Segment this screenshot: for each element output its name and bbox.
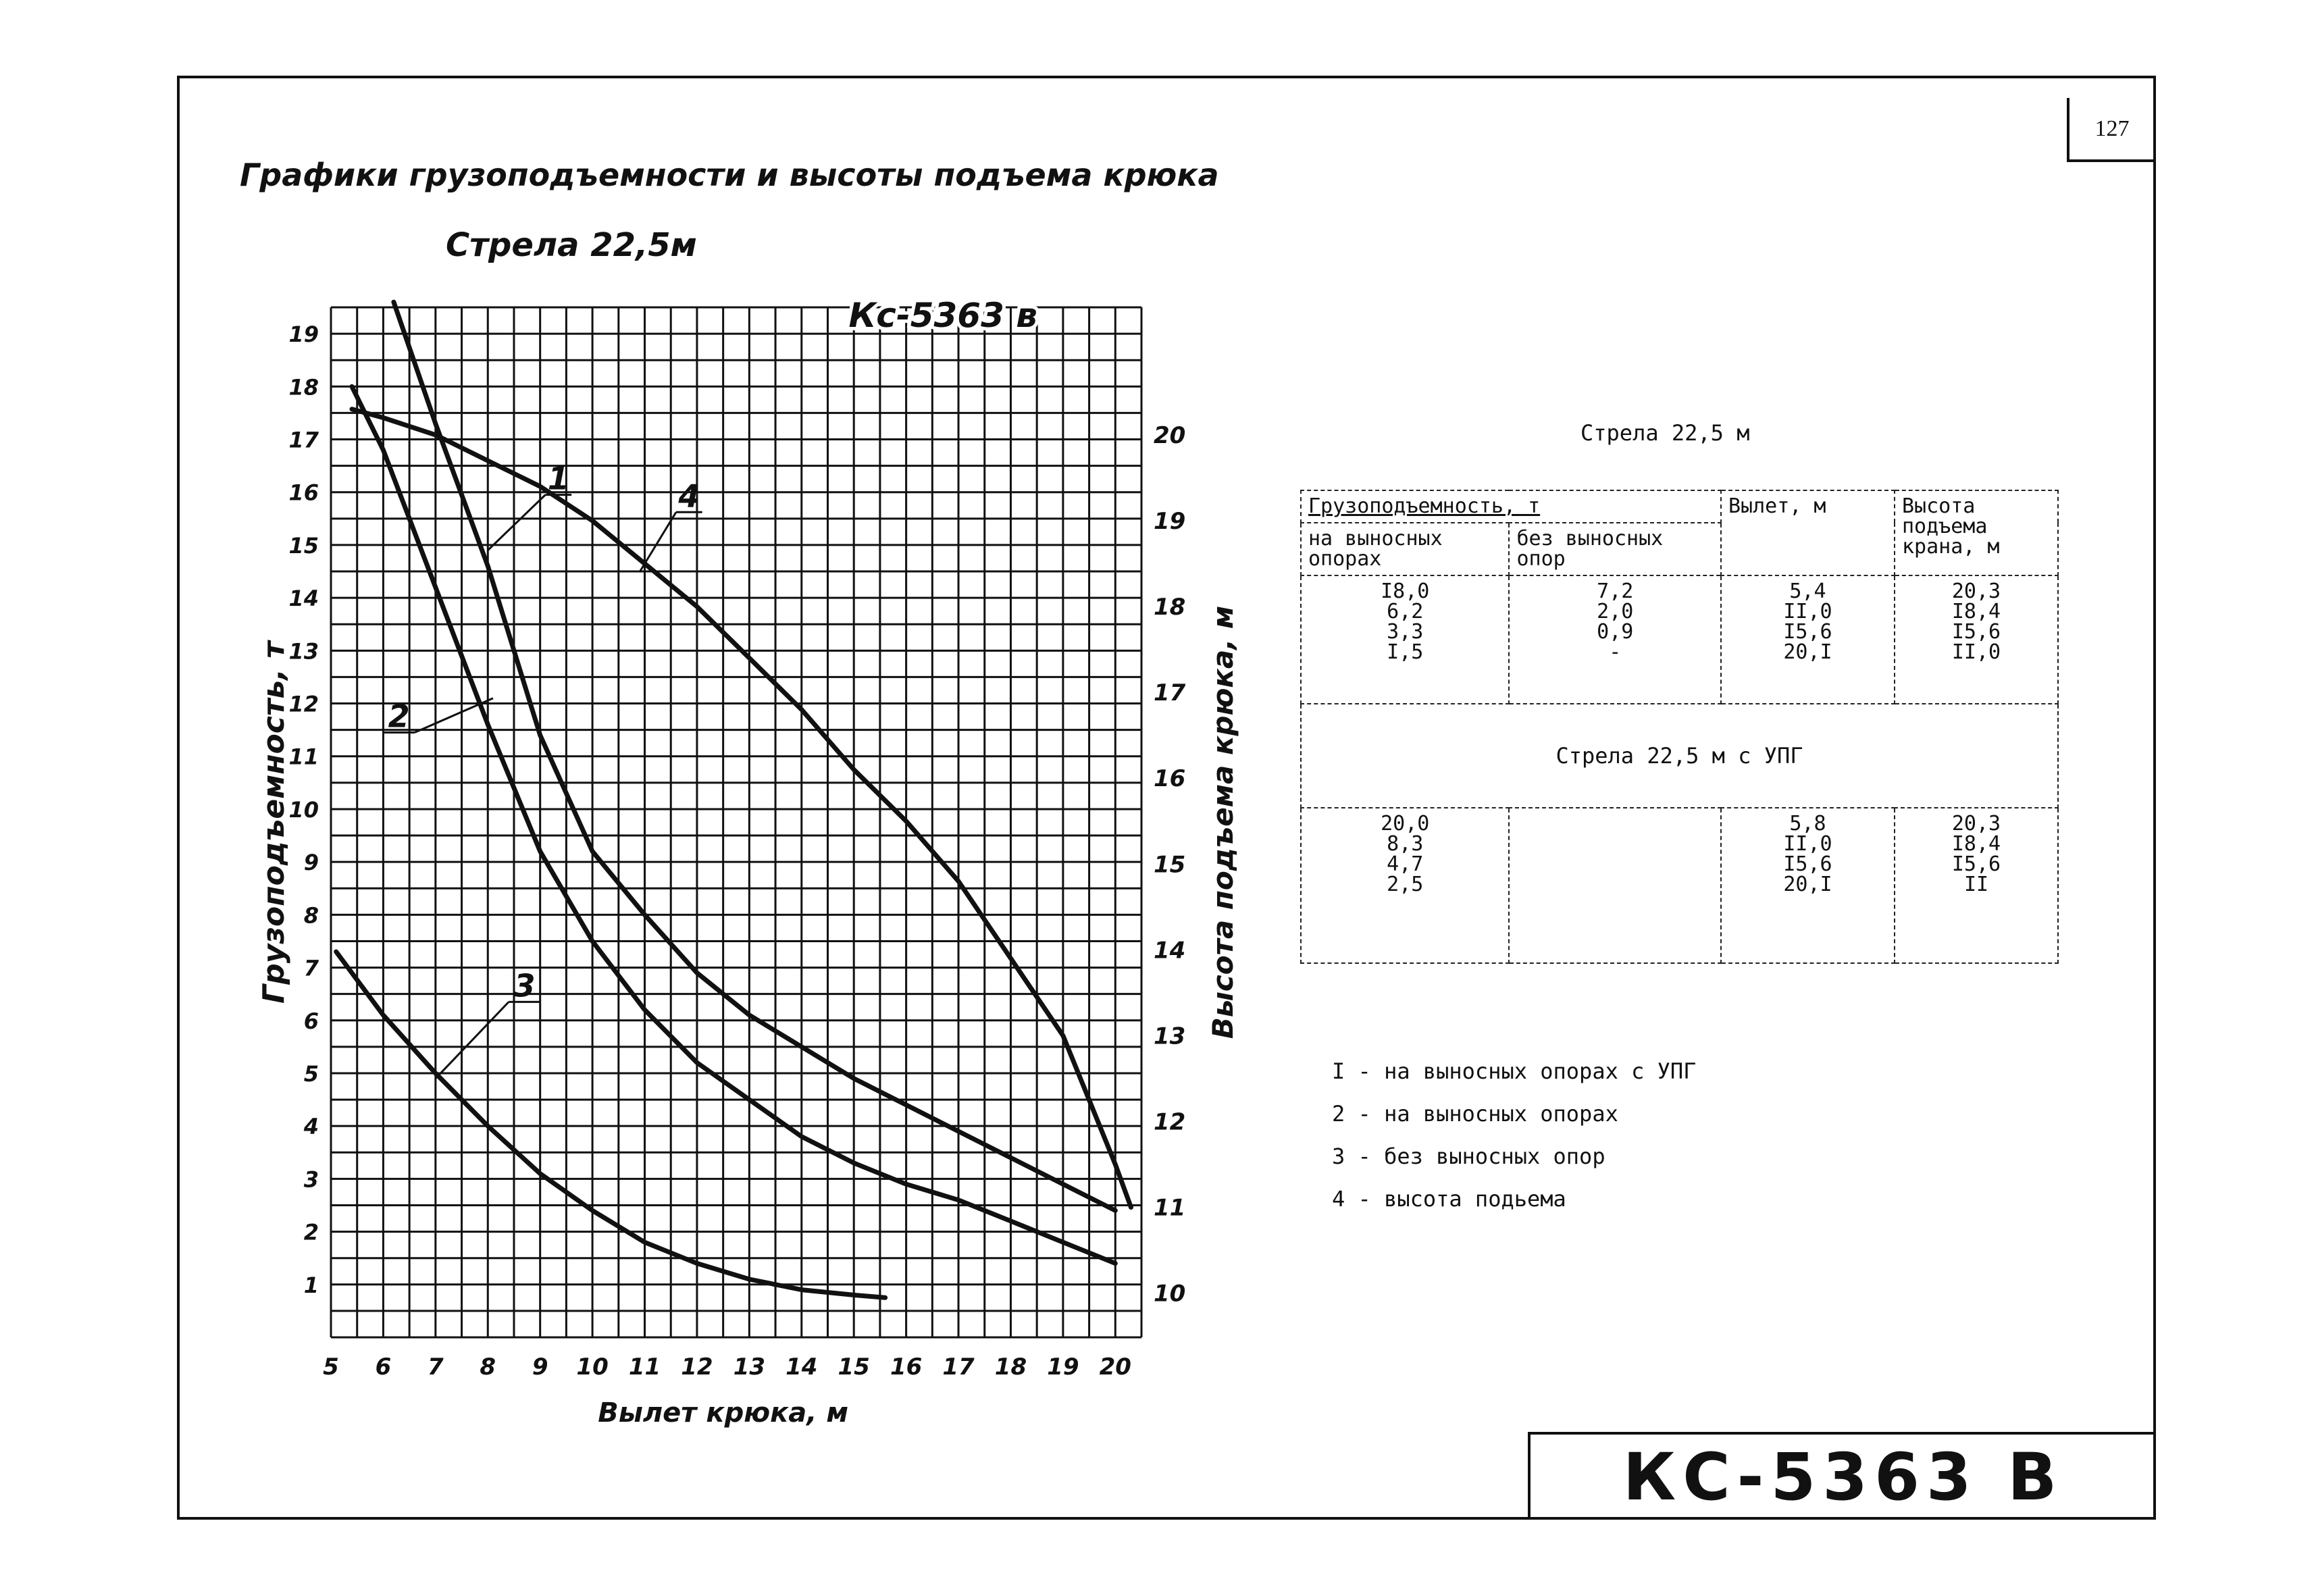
y2-tick-label: 20 [1154,421,1186,449]
height-header: Высота подъема крана, м [1895,490,2058,575]
boom-subtitle: Стрела 22,5м [446,226,697,264]
y-tick-label: 3 [303,1166,319,1193]
x-tick-label: 16 [890,1354,923,1381]
table-caption: Стрела 22,5 м [1580,420,1750,446]
x-axis-title: Вылет крюка, м [598,1397,849,1428]
block2-with: 20,0 8,3 4,7 2,5 [1301,808,1509,963]
reach-header: Вылет, м [1721,490,1895,575]
page-title: Графики грузоподъемности и высоты подъема крюка [240,157,1219,193]
y-tick-label: 10 [288,796,319,823]
block1-without: 7,2 2,0 0,9 - [1509,575,1721,704]
y-tick-label: 4 [303,1114,319,1140]
y2-tick-label: 16 [1154,765,1186,793]
x-tick-label: 19 [1047,1354,1079,1381]
legend-item-1: I - на выносных опорах с УПГ [1332,1058,1697,1084]
y-tick-label: 15 [288,532,319,559]
y-tick-label: 13 [288,638,319,665]
y-tick-label: 6 [303,1008,319,1034]
x-tick-label: 5 [323,1354,339,1381]
curve-legend [1332,1050,1696,1220]
capacity-header-cell [1301,490,1721,523]
curve-number-label: 4 [678,478,700,515]
block2-without [1509,808,1721,963]
curve-number-label: 1 [547,460,569,497]
legend-item-3: 3 - без выносных опор [1332,1143,1605,1169]
y2-tick-label: 19 [1154,508,1186,536]
y2-tick-label: 11 [1154,1194,1186,1222]
capacity-header: Грузоподъемность, т [1308,494,1541,518]
curve-number-label: 3 [513,967,536,1004]
y2-axis-title: Высота подъема крюка, м [1206,605,1239,1039]
y-axis-title: Грузоподъемность, т [257,641,291,1004]
block1-reach: 5,4 II,0 I5,6 20,I [1721,575,1895,704]
y-tick-label: 9 [303,850,319,876]
y2-tick-label: 14 [1154,937,1186,964]
curve-leader-line [436,1002,509,1078]
x-tick-label: 9 [532,1354,548,1381]
y-tick-label: 14 [288,586,319,612]
x-tick-label: 6 [375,1354,392,1381]
legend-item-4: 4 - высота подьема [1332,1186,1566,1212]
x-tick-label: 20 [1099,1354,1131,1381]
x-tick-label: 14 [786,1354,818,1381]
without-outriggers-header: без выносных опор [1509,523,1721,575]
y-tick-label: 11 [288,744,319,770]
y-tick-label: 8 [303,902,319,929]
x-tick-label: 18 [994,1354,1027,1381]
page-number: 127 [2067,98,2155,162]
model-stamp: КС-5363 В [1528,1432,2156,1520]
y-tick-label: 19 [288,321,319,348]
block1-height: 20,3 I8,4 I5,6 II,0 [1895,575,2058,704]
upg-caption: Стрела 22,5 м с УПГ [1301,704,2058,808]
block1-with: I8,0 6,2 3,3 I,5 [1301,575,1509,704]
x-tick-label: 12 [681,1354,713,1381]
curve-leader-line [488,495,545,550]
y-tick-label: 12 [288,691,319,717]
y2-tick-label: 10 [1154,1280,1186,1308]
x-tick-label: 7 [428,1354,444,1381]
x-tick-label: 13 [733,1354,766,1381]
with-outriggers-header: на выносных опорах [1301,523,1509,575]
curve-number-label: 2 [388,698,410,735]
y2-tick-label: 15 [1154,851,1186,879]
model-label: Кс-5363 в [848,296,1037,336]
spec-table [1300,490,2059,964]
y-tick-label: 5 [303,1060,319,1087]
y-tick-label: 7 [303,955,319,981]
y2-tick-label: 12 [1154,1108,1186,1136]
y-tick-label: 1 [303,1272,319,1298]
y-tick-label: 16 [288,480,319,506]
y-tick-label: 17 [288,427,319,453]
y-tick-label: 2 [303,1219,319,1245]
x-tick-label: 8 [480,1354,496,1381]
legend-item-2: 2 - на выносных опорах [1332,1101,1618,1127]
block2-reach: 5,8 II,0 I5,6 20,I [1721,808,1895,963]
curve-3 [336,952,885,1297]
y2-tick-label: 18 [1154,594,1186,621]
x-tick-label: 10 [576,1354,609,1381]
x-tick-label: 11 [628,1354,661,1381]
block2-height: 20,3 I8,4 I5,6 II [1895,808,2058,963]
x-tick-label: 15 [838,1354,870,1381]
x-tick-label: 17 [942,1354,975,1381]
y-tick-label: 18 [288,374,319,401]
y2-tick-label: 13 [1154,1023,1186,1050]
y2-tick-label: 17 [1154,679,1186,707]
